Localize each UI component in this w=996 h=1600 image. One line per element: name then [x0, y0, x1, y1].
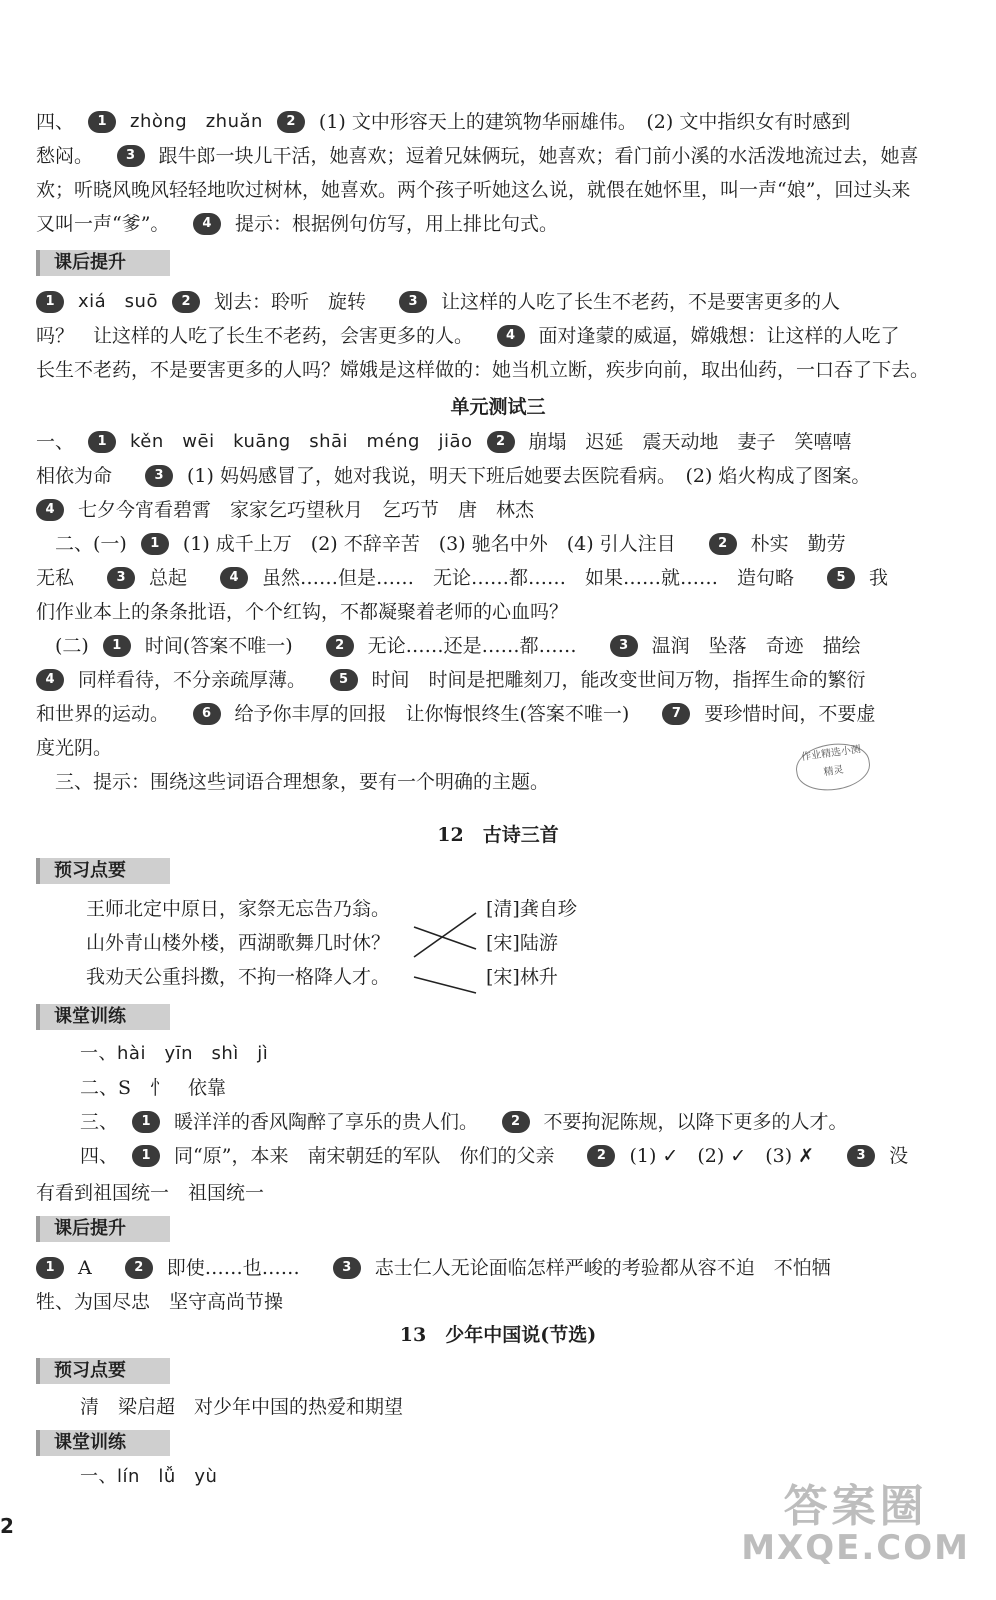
- question-number-badge: 3: [610, 635, 638, 657]
- question-number-badge: 1: [36, 1257, 64, 1279]
- stamp-text-bottom: 精灵: [822, 764, 845, 779]
- answer-text: kěn wēi kuāng shāi méng jiāo: [130, 431, 473, 452]
- answer-text: 温润 坠落 奇迹 描绘: [651, 635, 861, 657]
- answer-line: [36, 352, 960, 386]
- question-number-badge: 4: [193, 213, 221, 235]
- answer-text: xiá suō: [78, 291, 158, 312]
- section-label-after-class: 课后提升: [36, 250, 170, 276]
- section-label-preview-13: 预习点要: [36, 1358, 170, 1384]
- question-number-badge: 2: [709, 533, 737, 555]
- answer-line: [80, 1104, 960, 1138]
- answer-line: [36, 104, 960, 138]
- question-number-badge: 2: [277, 111, 305, 133]
- watermark: [741, 1481, 970, 1568]
- answer-text: 牲、为国尽忠 坚守高尚节操: [36, 1291, 284, 1313]
- answer-text: 二、S 忄 依靠: [80, 1077, 227, 1099]
- answer-text: 暖洋洋的香风陶醉了享乐的贵人们。: [174, 1111, 488, 1133]
- watermark-logo-text: 答案圈: [783, 1481, 928, 1532]
- question-number-badge: 4: [220, 567, 248, 589]
- answer-text: 三、提示：围绕这些词语合理想象，要有一个明确的主题。: [36, 771, 550, 793]
- question-number-badge: 1: [132, 1145, 160, 1167]
- answer-text: 跟牛郎一块儿干活，她喜欢；逗着兄妹俩玩，她喜欢；看门前小溪的水活泼地流过去，她喜: [158, 145, 919, 167]
- question-number-badge: 4: [36, 669, 64, 691]
- answer-text: 没: [889, 1145, 909, 1167]
- answer-text: 朴实 勤劳: [750, 533, 846, 555]
- answer-line: [36, 628, 960, 662]
- answer-line: [36, 138, 960, 172]
- answer-text: 同“原”，本来 南宋朝廷的军队 你们的父亲: [174, 1145, 574, 1167]
- question-number-badge: 2: [587, 1145, 615, 1167]
- class-training-12-continuation: 有看到祖国统一 祖国统一: [36, 1182, 265, 1204]
- answer-line: [36, 1284, 960, 1318]
- answer-text: zhòng zhuǎn: [130, 111, 263, 132]
- poem-author: [清]龚自珍: [486, 898, 577, 920]
- matching-lines: [86, 893, 646, 1005]
- answer-text: 吗？ 让这样的人吃了长生不老药，会害更多的人。: [36, 325, 483, 347]
- answer-line: [80, 1036, 960, 1070]
- question-number-badge: 4: [497, 325, 525, 347]
- poem-matching: [86, 893, 646, 1005]
- answer-text: (1) 妈妈感冒了，她对我说，明天下班后她要去医院看病。 (2) 焰火构成了图案。: [187, 465, 871, 487]
- answer-line: [36, 492, 960, 526]
- class-training-13-answer: 一、lín lǚ yù: [80, 1466, 218, 1487]
- answer-text: 划去：聆听 旋转: [213, 291, 385, 313]
- answer-line: [80, 1138, 960, 1172]
- lesson-13-title: 13 少年中国说(节选): [399, 1324, 597, 1346]
- question-number-badge: 2: [172, 291, 200, 313]
- poem-line: 王师北定中原日，家祭无忘告乃翁。: [86, 898, 391, 920]
- answer-line: [36, 1250, 960, 1284]
- answer-text: 三、: [80, 1111, 119, 1133]
- answer-text: 时间 时间是把雕刻刀，能改变世间万物，指挥生命的繁衍: [371, 669, 866, 691]
- question-number-badge: 3: [145, 465, 173, 487]
- answer-text: 给予你丰厚的回报 让你悔恨终生(答案不唯一): [234, 703, 649, 725]
- poem-author: [宋]林升: [486, 966, 558, 988]
- question-number-badge: 6: [193, 703, 221, 725]
- answer-text: 愁闷。: [36, 145, 103, 167]
- answer-line: [36, 560, 960, 594]
- section-label-after-class-12: 课后提升: [36, 1216, 170, 1242]
- question-number-badge: 1: [103, 635, 131, 657]
- answer-line: [36, 696, 960, 730]
- poem-author: [宋]陆游: [486, 932, 558, 954]
- question-number-badge: 1: [36, 291, 64, 313]
- question-number-badge: 3: [117, 145, 145, 167]
- answer-text: (二): [36, 635, 89, 657]
- match-line: [414, 913, 476, 957]
- unit-test-title: 单元测试三: [450, 396, 546, 418]
- poem-line: 山外青山楼外楼，西湖歌舞几时休？: [86, 932, 391, 954]
- question-number-badge: 2: [326, 635, 354, 657]
- answer-text: 提示：根据例句仿写，用上排比句式。: [234, 213, 558, 235]
- question-number-badge: 2: [487, 431, 515, 453]
- answer-text: A: [78, 1257, 111, 1279]
- answer-text: 相依为命: [36, 465, 132, 487]
- question-number-badge: 3: [399, 291, 427, 313]
- answer-line: [80, 1070, 960, 1104]
- answer-text: 无论……还是……都……: [367, 635, 596, 657]
- answer-text: 和世界的运动。: [36, 703, 179, 725]
- answer-text: 四、: [80, 1145, 119, 1167]
- answer-text: 们作业本上的条条批语，个个红钩，不都凝聚着老师的心血吗？: [36, 601, 569, 623]
- answer-text: (1) 文中形容天上的建筑物华丽雄伟。 (2) 文中指织女有时感到: [318, 111, 851, 133]
- question-number-badge: 1: [88, 111, 116, 133]
- answer-line: [36, 172, 960, 206]
- answer-text: 同样看待，不分亲疏厚薄。: [78, 669, 316, 691]
- answer-line: [36, 424, 960, 458]
- match-line: [414, 977, 476, 993]
- preview-13-answer: 清 梁启超 对少年中国的热爱和期望: [80, 1396, 404, 1418]
- answer-line: [36, 594, 960, 628]
- answer-line: [36, 526, 960, 560]
- answer-line: [36, 458, 960, 492]
- answer-text: 二、(一): [36, 533, 127, 555]
- answer-text: 要珍惜时间，不要虚: [704, 703, 876, 725]
- answer-text: (1) 成千上万 (2) 不辞辛苦 (3) 驰名中外 (4) 引人注目: [182, 533, 695, 555]
- answer-line: [36, 206, 960, 240]
- answer-text: 无私: [36, 567, 94, 589]
- answer-text: 又叫一声“爹”。: [36, 213, 179, 235]
- question-number-badge: 7: [662, 703, 690, 725]
- match-line: [414, 927, 476, 949]
- answer-text: 崩塌 迟延 震天动地 妻子 笑嘻嘻: [528, 431, 852, 453]
- answer-text: 七夕今宵看碧霄 家家乞巧望秋月 乞巧节 唐 林杰: [78, 499, 535, 521]
- question-number-badge: 1: [88, 431, 116, 453]
- answer-text: 度光阴。: [36, 737, 113, 759]
- answer-text: 一、hài yīn shì jì: [80, 1043, 269, 1064]
- watermark-url: MXQE.COM: [741, 1528, 970, 1568]
- question-number-badge: 3: [107, 567, 135, 589]
- question-number-badge: 2: [502, 1111, 530, 1133]
- answer-line: [36, 318, 960, 352]
- section-label-class-training-13: 课堂训练: [36, 1430, 170, 1456]
- answer-text: 让这样的人吃了长生不老药，不是要害更多的人: [441, 291, 841, 313]
- question-number-badge: 1: [141, 533, 169, 555]
- poem-line: 我劝天公重抖擞，不拘一格降人才。: [86, 966, 391, 988]
- answer-text: 长生不老药，不是要害更多的人吗？嫦娥是这样做的：她当机立断，疾步向前，取出仙药，一口吞了下去。: [36, 359, 930, 381]
- question-number-badge: 3: [333, 1257, 361, 1279]
- question-number-badge: 4: [36, 499, 64, 521]
- answer-text: 总起: [149, 567, 207, 589]
- answer-text: 不要拘泥陈规，以降下更多的人才。: [543, 1111, 848, 1133]
- answer-text: (1) ✓ (2) ✓ (3) ✗: [629, 1145, 834, 1167]
- section-label-class-training-12: 课堂训练: [36, 1004, 170, 1030]
- question-number-badge: 2: [125, 1257, 153, 1279]
- stamp-text-top: 作业精选小测: [800, 744, 862, 764]
- answer-text: 志士仁人无论面临怎样严峻的考验都从容不迫 不怕牺: [374, 1257, 831, 1279]
- answer-text: 欢；听晓风晚风轻轻地吹过树林，她喜欢。两个孩子听她这么说，就偎在她怀里，叫一声“娘”，回过头来: [36, 179, 911, 201]
- question-number-badge: 5: [330, 669, 358, 691]
- answer-line: [36, 284, 960, 318]
- section-label-preview-12: 预习点要: [36, 858, 170, 884]
- question-number-badge: 5: [827, 567, 855, 589]
- page-number: 2: [0, 1514, 14, 1538]
- question-number-badge: 3: [847, 1145, 875, 1167]
- lesson-12-title: 12 古诗三首: [437, 824, 559, 846]
- answer-text: 时间(答案不唯一): [144, 635, 312, 657]
- answer-line: [36, 662, 960, 696]
- answer-text: 四、: [36, 111, 75, 133]
- question-number-badge: 1: [132, 1111, 160, 1133]
- answer-text: 一、: [36, 431, 75, 453]
- answer-text: 虽然……但是…… 无论……都…… 如果……就…… 造句略: [262, 567, 814, 589]
- answer-text: 我: [869, 567, 889, 589]
- answer-text: 面对逢蒙的威逼，嫦娥想：让这样的人吃了: [538, 325, 900, 347]
- answer-text: 即使……也……: [166, 1257, 319, 1279]
